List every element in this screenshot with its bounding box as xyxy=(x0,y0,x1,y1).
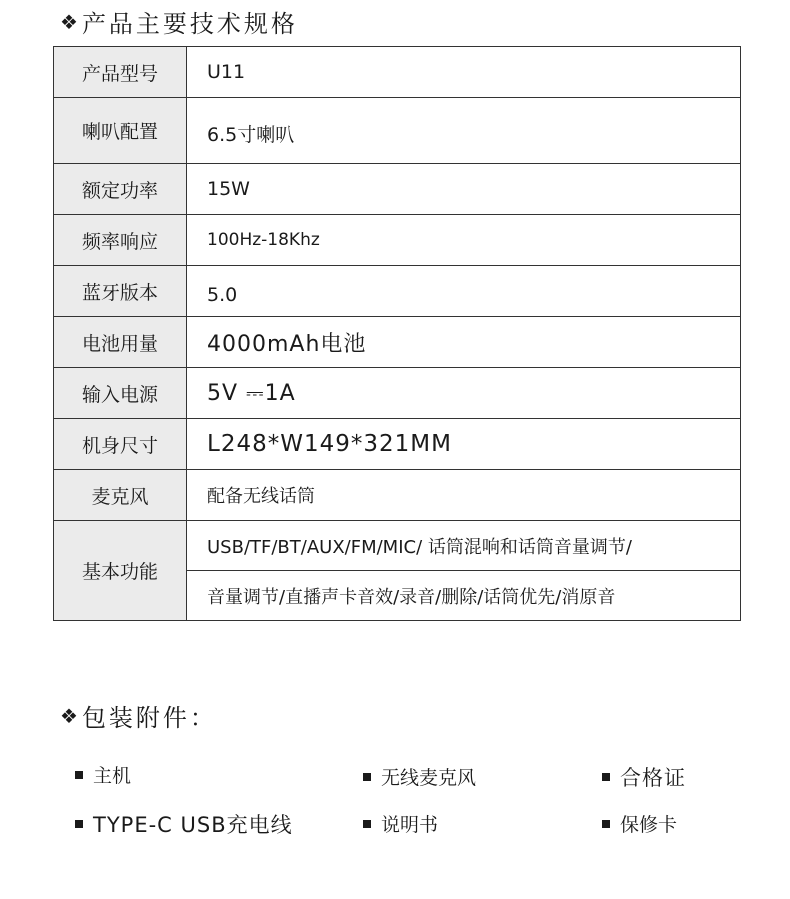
square-bullet-icon xyxy=(75,820,83,828)
package-title-text: 包装附件： xyxy=(81,704,217,732)
row-value: U11 xyxy=(187,47,741,98)
diamond-bullet-icon: ❖ xyxy=(60,9,78,34)
row-label: 机身尺寸 xyxy=(54,419,187,470)
table-row xyxy=(54,368,741,419)
row-value-line2: 音量调节/直播声卡音效/录音/删除/话筒优先/消原音 xyxy=(187,571,741,621)
table-row xyxy=(54,98,741,164)
table-row xyxy=(54,470,741,521)
row-value: L248*W149*321MM xyxy=(187,419,741,470)
square-bullet-icon xyxy=(602,820,610,828)
row-label: 喇叭配置 xyxy=(54,98,187,164)
row-value: 配备无线话筒 xyxy=(187,470,741,521)
accessory-item xyxy=(602,762,686,792)
row-label: 麦克风 xyxy=(54,470,187,521)
table-row xyxy=(54,317,741,368)
row-label: 基本功能 xyxy=(54,521,187,621)
accessory-label: 说明书 xyxy=(381,814,439,836)
row-label: 额定功率 xyxy=(54,164,187,215)
accessory-label: 保修卡 xyxy=(620,814,678,836)
row-value: 4000mAh电池 xyxy=(187,317,741,368)
accessory-item xyxy=(75,809,293,839)
table-row xyxy=(54,164,741,215)
accessory-item xyxy=(363,763,476,790)
row-label: 产品型号 xyxy=(54,47,187,98)
table-row xyxy=(54,521,741,571)
accessory-label: 合格证 xyxy=(620,766,686,790)
accessory-label: TYPE-C USB充电线 xyxy=(93,813,293,837)
accessory-label: 无线麦克风 xyxy=(381,767,477,789)
table-row xyxy=(54,215,741,266)
accessory-item xyxy=(75,761,131,788)
square-bullet-icon xyxy=(363,773,371,781)
spec-title-text: 产品主要技术规格 xyxy=(81,10,298,38)
row-value: 15W xyxy=(187,164,741,215)
row-value: 5.0 xyxy=(187,266,741,317)
row-value: 100Hz-18Khz xyxy=(187,215,741,266)
spec-section-title xyxy=(60,4,298,39)
spec-table xyxy=(53,46,741,621)
diamond-bullet-icon: ❖ xyxy=(60,703,78,728)
row-label: 频率响应 xyxy=(54,215,187,266)
row-label: 输入电源 xyxy=(54,368,187,419)
accessory-item xyxy=(363,810,438,837)
square-bullet-icon xyxy=(602,773,610,781)
square-bullet-icon xyxy=(363,820,371,828)
table-row xyxy=(54,419,741,470)
table-row xyxy=(54,47,741,98)
package-section-title xyxy=(60,698,217,733)
row-value: 6.5寸喇叭 xyxy=(187,98,741,164)
accessory-label: 主机 xyxy=(93,765,132,787)
row-value: 5V ⎓1A xyxy=(187,368,741,419)
row-label: 蓝牙版本 xyxy=(54,266,187,317)
square-bullet-icon xyxy=(75,771,83,779)
row-label: 电池用量 xyxy=(54,317,187,368)
table-row xyxy=(54,266,741,317)
accessory-item xyxy=(602,810,677,837)
row-value-line1: USB/TF/BT/AUX/FM/MIC/ 话筒混响和话筒音量调节/ xyxy=(187,521,741,571)
